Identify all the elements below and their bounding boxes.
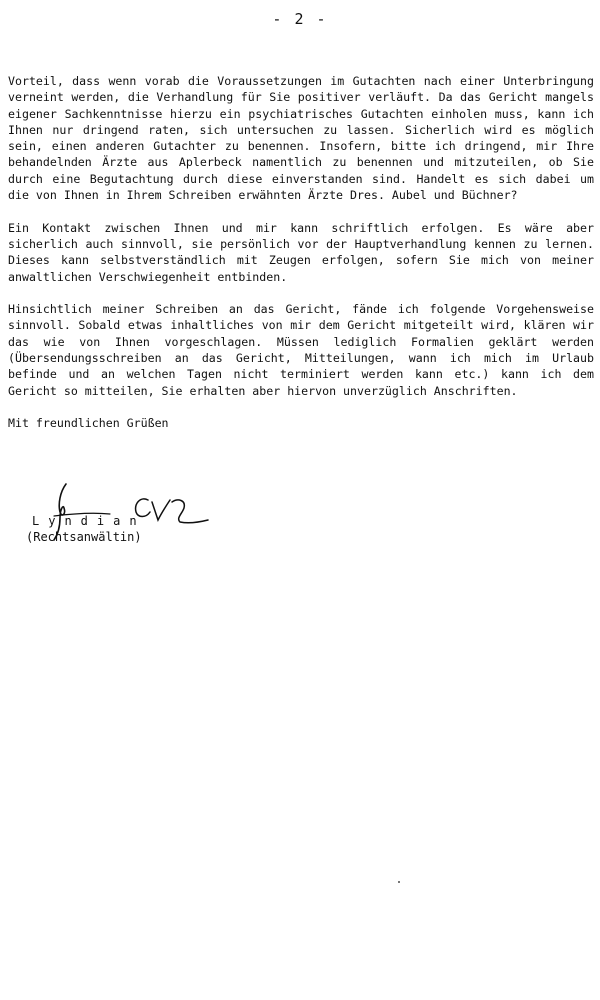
paragraph-1: Vorteil, dass wenn vorab die Voraussetzungen im Gutachten nach einer Unterbringung verneint werden, die Verhandlung für Sie positiver verläuft. Da das Gericht mangels eigener Sachkenntnisse hierzu ein psychiatrisches Gutachten einholen muss, kann ich Ihnen nur dringend raten, sich untersuchen zu lassen. Sicherlich wird es möglich sein, einen anderen Gutachter zu benennen. Insofern, bitte ich dringend, mir Ihre behandelnden Ärzte aus Aplerbeck namentlich zu benennen und mitzuteilen, ob Sie durch eine Begutachtung durch diese einverstanden sind. Handelt es sich dabei um die von Ihnen in Ihrem Schreiben erwähnten Ärzte Dres. Aubel und Büchner?	[8, 74, 594, 203]
paragraph-2: Ein Kontakt zwischen Ihnen und mir kann schriftlich erfolgen. Es wäre aber sicherlich auch sinnvoll, sie persönlich vor der Hauptverhandlung kennen zu lernen. Dieses kann selbstverständlich mit Zeugen erfolgen, sofern Sie mich von meiner anwaltlichen Verschwiegenheit entbinden.	[8, 220, 594, 284]
paragraph-3: Hinsichtlich meiner Schreiben an das Gericht, fände ich folgende Vorgehensweise sinnvoll. Sobald etwas inhaltliches von mir dem Gericht mitgeteilt wird, klären wir das wie von Ihnen vorgeschlagen. Müssen lediglich Formalien geklärt werden (Übersendungsschreiben an das Gericht, Mitteilungen, wann ich mich im Urlaub befinde und an welchen Tagen nicht terminiert werden kann etc.) kann ich dem Gericht so mitteilen, Sie erhalten aber hiervon unverzüglich Anschriften.	[8, 302, 594, 398]
letter-body	[8, 73, 594, 432]
signer-role: (Rechtsanwältin)	[26, 530, 142, 544]
signer-name: Lyndian	[32, 514, 146, 528]
signature-block	[8, 478, 248, 558]
closing-greeting: Mit freundlichen Grüßen	[8, 416, 169, 431]
page-number: - 2 -	[272, 10, 328, 28]
scan-speck	[398, 881, 400, 883]
